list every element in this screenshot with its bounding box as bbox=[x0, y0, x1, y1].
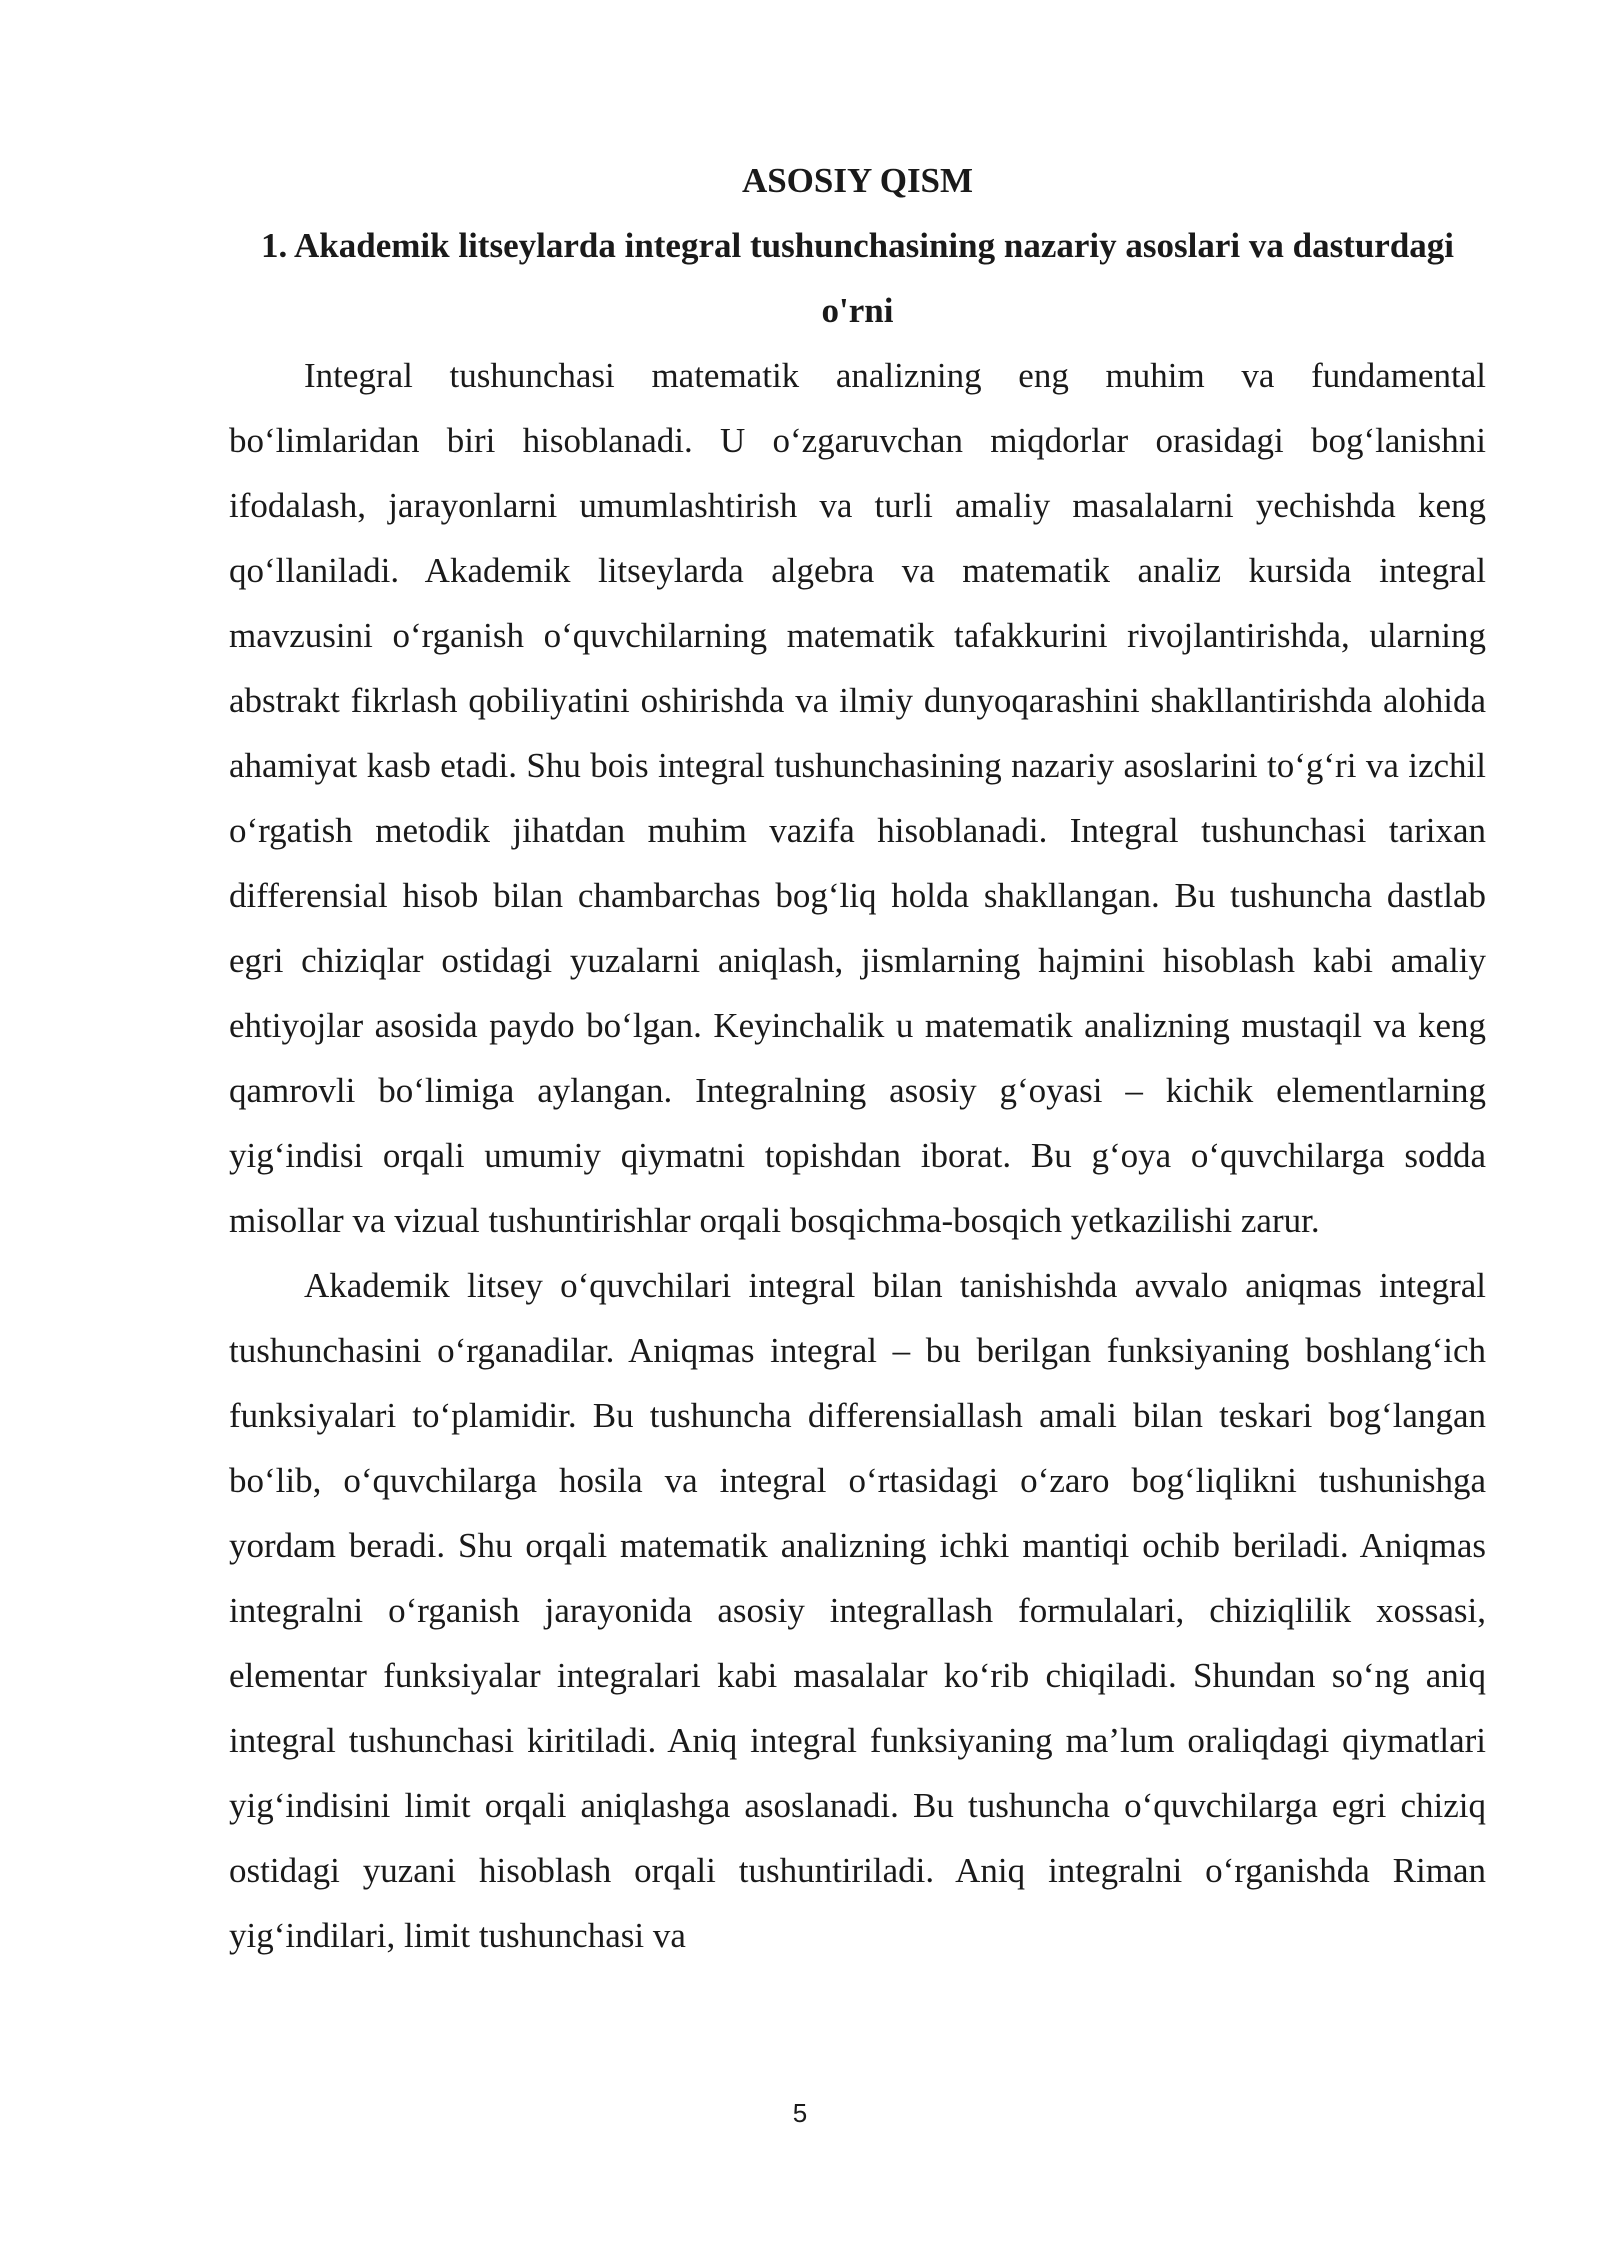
page-content bbox=[229, 148, 1486, 1968]
body-paragraph: Akademik litsey o‘quvchilari integral bilan tanishishda avvalo aniqmas integral tushunchasini o‘rganadilar. Aniqmas integral – bu berilgan funksiyaning boshlang‘ich funksiyalari to‘plamidir. Bu tushuncha differensiallash amali bilan teskari bog‘langan bo‘lib, o‘quvchilarga hosila va integral o‘rtasidagi o‘zaro bog‘liqlikni tushunishga yordam beradi. Shu orqali matematik analizning ichki mantiqi ochib beriladi. Aniqmas integralni o‘rganish jarayonida asosiy integrallash formulalari, chiziqlilik xossasi, elementar funksiyalar integralari kabi masalalar ko‘rib chiqiladi. Shundan so‘ng aniq integral tushunchasi kiritiladi. Aniq integral funksiyaning ma’lum oraliqdagi qiymatlari yig‘indisini limit orqali aniqlashga asoslanadi. Bu tushuncha o‘quvchilarga egri chiziq ostidagi yuzani hisoblash orqali tushuntiriladi. Aniq integralni o‘rganishda Riman yig‘indilari, limit tushunchasi va bbox=[229, 1266, 1486, 1955]
chapter-title: 1. Akademik litseylarda integral tushunchasining nazariy asoslari va dasturdagi o'rni bbox=[260, 226, 1455, 330]
page-number: 5 bbox=[792, 2098, 808, 2128]
body-paragraph: Integral tushunchasi matematik analizning eng muhim va fundamental bo‘limlaridan biri hisoblanadi. U o‘zgaruvchan miqdorlar orasidagi bog‘lanishni ifodalash, jarayonlarni umumlashtirish va turli amaliy masalalarni yechishda keng qo‘llaniladi. Akademik litseylarda algebra va matematik analiz kursida integral mavzusini o‘rganish o‘quvchilarning matematik tafakkurini rivojlantirishda, ularning abstrakt fikrlash qobiliyatini oshirishda va ilmiy dunyoqarashini shakllantirishda alohida ahamiyat kasb etadi. Shu bois integral tushunchasining nazariy asoslarini to‘g‘ri va izchil o‘rgatish metodik jihatdan muhim vazifa hisoblanadi. Integral tushunchasi tarixan differensial hisob bilan chambarchas bog‘liq holda shakllangan. Bu tushuncha dastlab egri chiziqlar ostidagi yuzalarni aniqlash, jismlarning hajmini hisoblash kabi amaliy ehtiyojlar asosida paydo bo‘lgan. Keyinchalik u matematik analizning mustaqil va keng qamrovli bo‘limiga aylangan. Integralning asosiy g‘oyasi – kichik elementlarning yig‘indisi orqali umumiy qiymatni topishdan iborat. Bu g‘oya o‘quvchilarga sodda misollar va vizual tushuntirishlar orqali bosqichma-bosqich yetkazilishi zarur. bbox=[229, 356, 1486, 1240]
section-title: ASOSIY QISM bbox=[741, 161, 974, 200]
